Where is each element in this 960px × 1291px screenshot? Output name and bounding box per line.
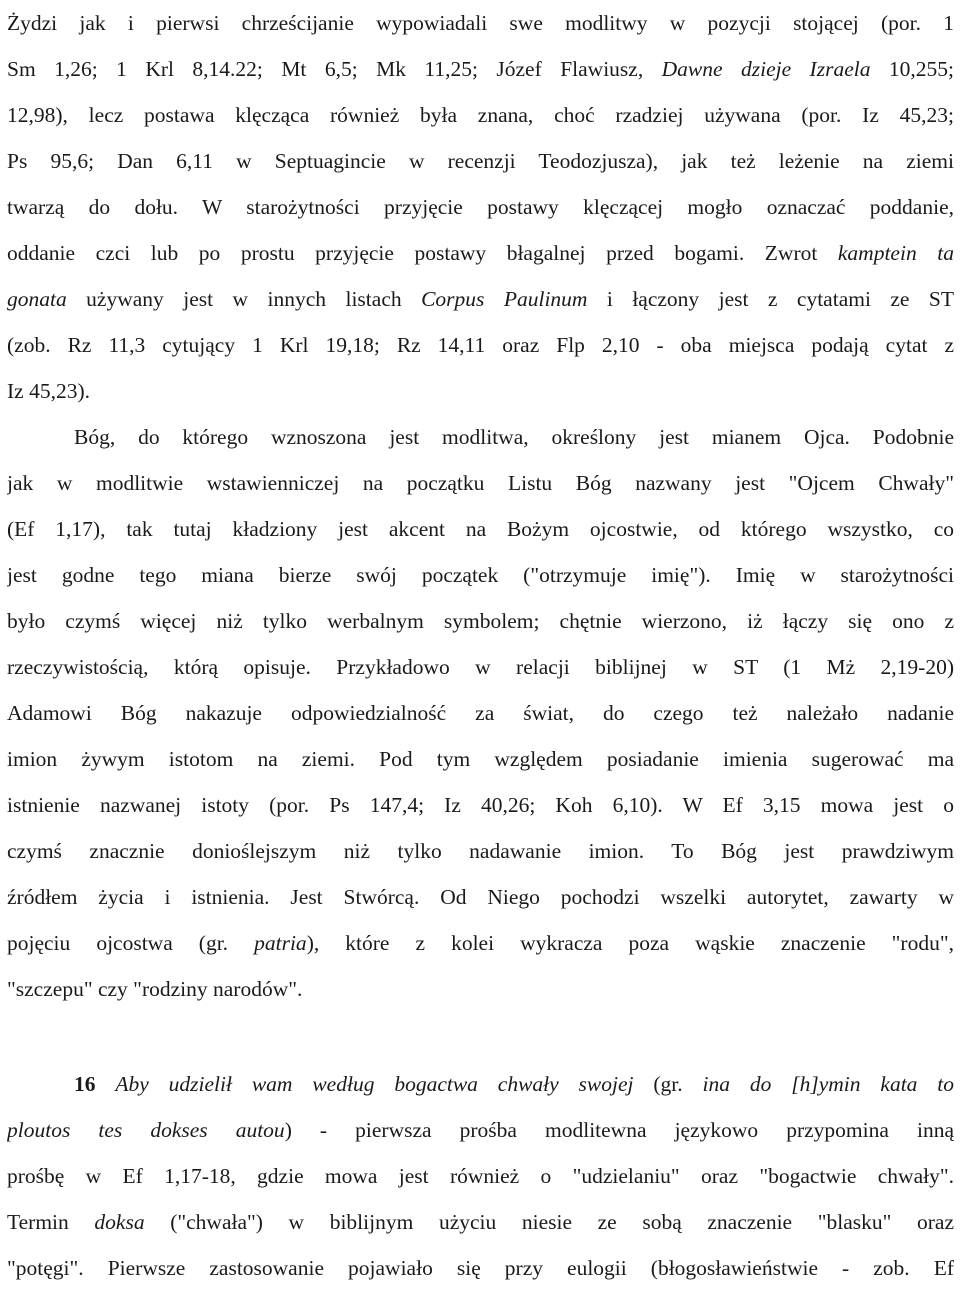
text-line: [7, 230, 954, 276]
text-line: [7, 736, 954, 782]
text-line: [74, 1061, 954, 1107]
italic-text: gonata: [7, 287, 67, 311]
text-segment: (gr.: [633, 1072, 703, 1096]
text-segment: [96, 1072, 116, 1096]
text-line: [7, 276, 954, 322]
text-segment: czymś znacznie donioślejszym niż tylko nadawanie imion. To Bóg jest prawdziwym: [7, 839, 954, 863]
italic-text: Dawne dzieje Izraela: [661, 57, 871, 81]
text-segment: (Ef 1,17), tak tutaj kładziony jest akcent na Bożym ojcostwie, od którego wszystko, co: [7, 517, 954, 541]
text-line: [74, 414, 954, 460]
text-segment: Żydzi jak i pierwsi chrześcijanie wypowiadali swe modlitwy w pozycji stojącej (por. 1: [7, 11, 954, 35]
text-segment: imion żywym istotom na ziemi. Pod tym względem posiadanie imienia sugerować ma: [7, 747, 954, 771]
text-line: [7, 598, 954, 644]
text-segment: używany jest w innych listach: [66, 287, 422, 311]
text-line: [7, 966, 954, 1012]
text-line: [7, 1153, 954, 1199]
text-segment: Bóg, do którego wznoszona jest modlitwa, określony jest mianem Ojca. Podobnie: [74, 425, 954, 449]
italic-text: kamptein ta: [837, 241, 954, 265]
text-segment: istnienie nazwanej istoty (por. Ps 147,4; Iz 40,26; Koh 6,10). W Ef 3,15 mowa jest o: [7, 793, 954, 817]
text-line: [7, 460, 954, 506]
text-segment: 10,255;: [870, 57, 954, 81]
text-segment: źródłem życia i istnienia. Jest Stwórcą. Od Niego pochodzi wszelki autorytet, zawarty w: [7, 885, 954, 909]
text-line: [7, 782, 954, 828]
text-line: [7, 644, 954, 690]
text-line: [7, 138, 954, 184]
text-line: [7, 828, 954, 874]
text-segment: ), które z kolei wykracza poza wąskie znaczenie "rodu",: [306, 931, 954, 955]
italic-text: doksa: [94, 1210, 145, 1234]
text-segment: oddanie czci lub po prostu przyjęcie postawy błagalnej przed bogami. Zwrot: [7, 241, 838, 265]
text-line: [7, 184, 954, 230]
text-segment: prośbę w Ef 1,17-18, gdzie mowa jest również o "udzielaniu" oraz "bogactwie chwały".: [7, 1164, 954, 1188]
text-segment: Iz 45,23).: [7, 379, 90, 403]
italic-text: ina do [h]ymin kata to: [702, 1072, 954, 1096]
text-segment: jak w modlitwie wstawienniczej na początku Listu Bóg nazwany jest "Ojcem Chwały": [7, 471, 954, 495]
text-line: [7, 690, 954, 736]
text-segment: "potęgi". Pierwsze zastosowanie pojawiało się przy eulogii (błogosławieństwie - zob. Ef: [7, 1256, 954, 1280]
italic-text: Aby udzielił wam według bogactwa chwały swojej: [115, 1072, 634, 1096]
text-line: [7, 920, 954, 966]
text-line: [7, 1107, 954, 1153]
text-segment: Ps 95,6; Dan 6,11 w Septuagincie w recenzji Teodozjusza), jak też leżenie na ziemi: [7, 149, 954, 173]
text-line: [7, 1245, 954, 1291]
text-line: [7, 322, 954, 368]
text-segment: było czymś więcej niż tylko werbalnym symbolem; chętnie wierzono, iż łączy się ono z: [7, 609, 954, 633]
text-segment: Termin: [7, 1210, 95, 1234]
verse-number: 16: [74, 1072, 96, 1096]
text-line: [7, 552, 954, 598]
text-segment: i łączony jest z cytatami ze ST: [587, 287, 954, 311]
text-segment: "szczepu" czy "rodziny narodów".: [7, 977, 303, 1001]
text-segment: 12,98), lecz postawa klęcząca również była znana, choć rzadziej używana (por. Iz 45,23;: [7, 103, 954, 127]
text-segment: pojęciu ojcostwa (gr.: [7, 931, 255, 955]
text-segment: Adamowi Bóg nakazuje odpowiedzialność za świat, do czego też należało nadanie: [7, 701, 954, 725]
text-segment: twarzą do dołu. W starożytności przyjęcie postawy klęczącej mogło oznaczać poddanie,: [7, 195, 954, 219]
text-line: [7, 874, 954, 920]
text-segment: Sm 1,26; 1 Krl 8,14.22; Mt 6,5; Mk 11,25; Józef Flawiusz,: [7, 57, 662, 81]
text-segment: ) - pierwsza prośba modlitewna językowo przypomina inną: [284, 1118, 954, 1142]
italic-text: patria: [254, 931, 307, 955]
text-line: [7, 0, 954, 46]
text-segment: rzeczywistością, którą opisuje. Przykładowo w relacji biblijnej w ST (1 Mż 2,19-20): [7, 655, 954, 679]
text-line: [7, 1199, 954, 1245]
text-line: [7, 46, 954, 92]
text-segment: jest godne tego miana bierze swój początek ("otrzymuje imię"). Imię w starożytności: [7, 563, 954, 587]
italic-text: ploutos tes dokses autou: [7, 1118, 285, 1142]
text-line: [7, 506, 954, 552]
text-segment: (zob. Rz 11,3 cytujący 1 Krl 19,18; Rz 14,11 oraz Flp 2,10 - oba miejsca podają cytat z: [7, 333, 954, 357]
text-line: [7, 92, 954, 138]
text-line: [7, 368, 954, 414]
text-segment: ("chwała") w biblijnym użyciu niesie ze sobą znaczenie "blasku" oraz: [144, 1210, 954, 1234]
italic-text: Corpus Paulinum: [421, 287, 588, 311]
